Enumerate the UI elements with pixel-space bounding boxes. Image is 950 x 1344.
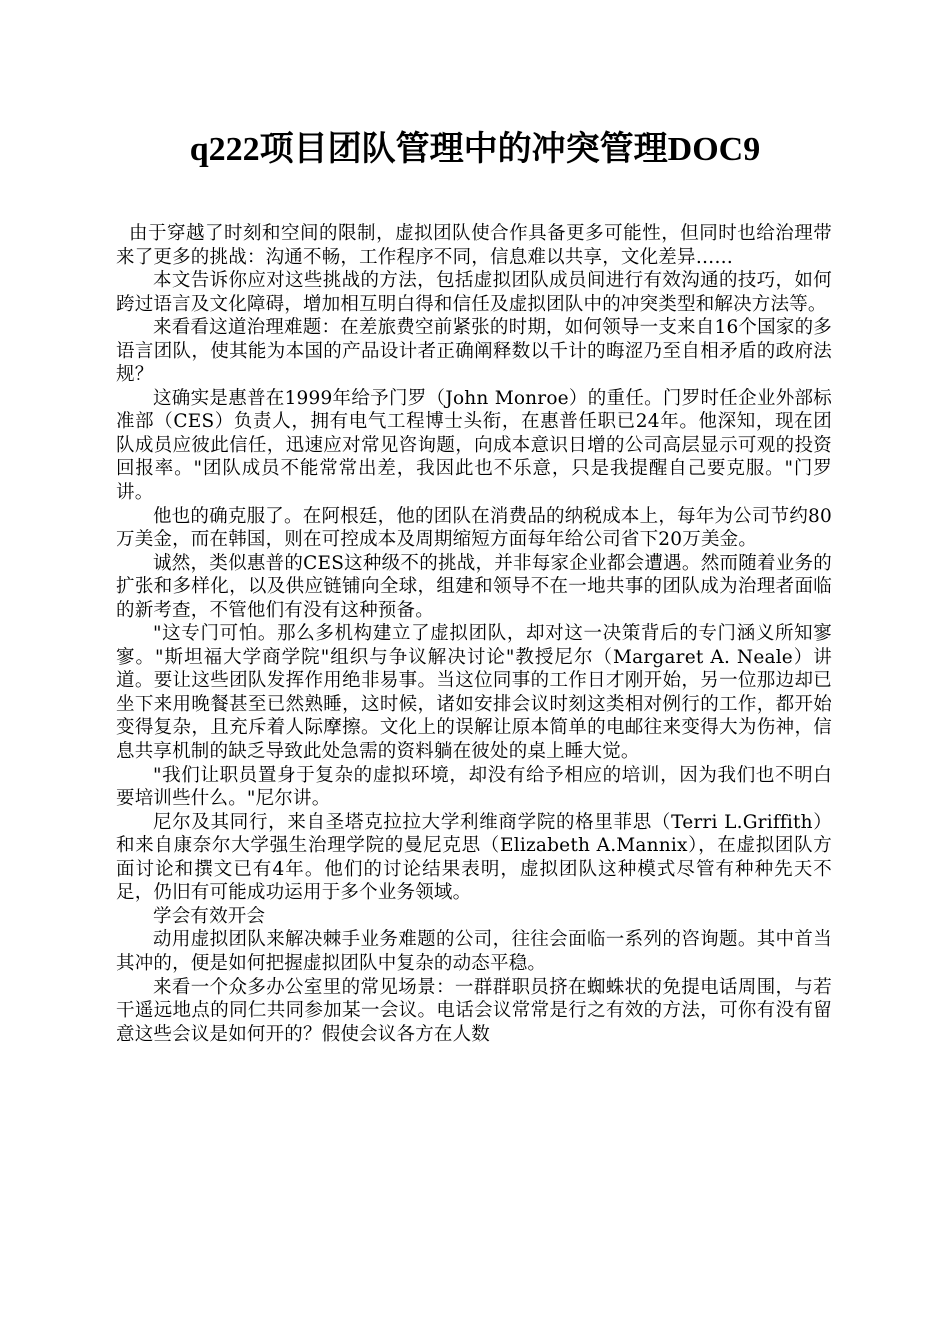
paragraph: 这确实是惠普在1999年给予门罗（John Monroe）的重任。门罗时任企业外部标准部（CES）负责人，拥有电气工程博士头衔，在惠普任职已24年。他深知，现在团队成员应彼此信任，迅速应对常见咨询题，向成本意识日增的公司高层显示可观的投资回报率。"团队成员不能常常出差，我因此也不乐意，只是我提醒自己要克服。"门罗讲。	[116, 387, 832, 504]
paragraph: 动用虚拟团队来解决棘手业务难题的公司，往往会面临一系列的咨询题。其中首当其冲的，便是如何把握虚拟团队中复杂的动态平稳。	[116, 929, 832, 974]
paragraph: 尼尔及其同行，来自圣塔克拉拉大学利维商学院的格里菲思（Terri L.Griffith）和来自康奈尔大学强生治理学院的曼尼克思（Elizabeth A.Mannix），在虚拟团队方面讨论和撰文已有4年。他们的讨论结果表明，虚拟团队这种模式尽管有种种先天不足，仍旧有可能成功运用于多个业务领域。	[116, 811, 832, 904]
paragraph: 来看一个众多办公室里的常见场景：一群群职员挤在蜘蛛状的免提电话周围，与若干遥远地点的同仁共同参加某一会议。电话会议常常是行之有效的方法，可你有没有留意这些会议是如何开的？假使会议各方在人数	[116, 976, 832, 1045]
paragraph: 由于穿越了时刻和空间的限制，虚拟团队使合作具备更多可能性，但同时也给治理带来了更多的挑战：沟通不畅，工作程序不同，信息难以共享，文化差异……	[116, 223, 832, 268]
paragraph: 来看看这道治理难题：在差旅费空前紧张的时期，如何领导一支来自16个国家的多语言团队，使其能为本国的产品设计者正确阐释数以千计的晦涩乃至自相矛盾的政府法规？	[116, 317, 832, 386]
paragraph: 诚然，类似惠普的CES这种级不的挑战，并非每家企业都会遭遇。然而随着业务的扩张和多样化，以及供应链铺向全球，组建和领导不在一地共事的团队成为治理者面临的新考查，不管他们有没有这种预备。	[116, 552, 832, 621]
document-title: q222项目团队管理中的冲突管理DOC9	[189, 131, 761, 168]
paragraph: 本文告诉你应对这些挑战的方法，包括虚拟团队成员间进行有效沟通的技巧，如何跨过语言及文化障碍，增加相互明白得和信任及虚拟团队中的冲突类型和解决方法等。	[116, 270, 832, 315]
paragraph: "这专门可怕。那么多机构建立了虚拟团队，却对这一决策背后的专门涵义所知寥寥。"斯坦福大学商学院"组织与争议解决讨论"教授尼尔（Margaret A. Neale）讲道。要让这些团队发挥作用绝非易事。当这位同事的工作日才刚开始，另一位那边却已坐下来用晚餐甚至已然熟睡，这时候，诸如安排会议时刻这类相对例行的工作，都开始变得复杂，且充斥着人际摩擦。文化上的误解让原本简单的电邮往来变得大为伤神，信息共享机制的缺乏导致此处急需的资料躺在彼处的桌上睡大觉。	[116, 623, 832, 763]
paragraph: 他也的确克服了。在阿根廷，他的团队在消费品的纳税成本上，每年为公司节约80万美金，而在韩国，则在可控成本及周期缩短方面每年给公司省下20万美金。	[116, 505, 832, 551]
paragraph: "我们让职员置身于复杂的虚拟环境，却没有给予相应的培训，因为我们也不明白要培训些什么。"尼尔讲。	[116, 764, 832, 810]
document-body	[116, 222, 832, 1046]
section-heading: 学会有效开会	[153, 905, 266, 927]
